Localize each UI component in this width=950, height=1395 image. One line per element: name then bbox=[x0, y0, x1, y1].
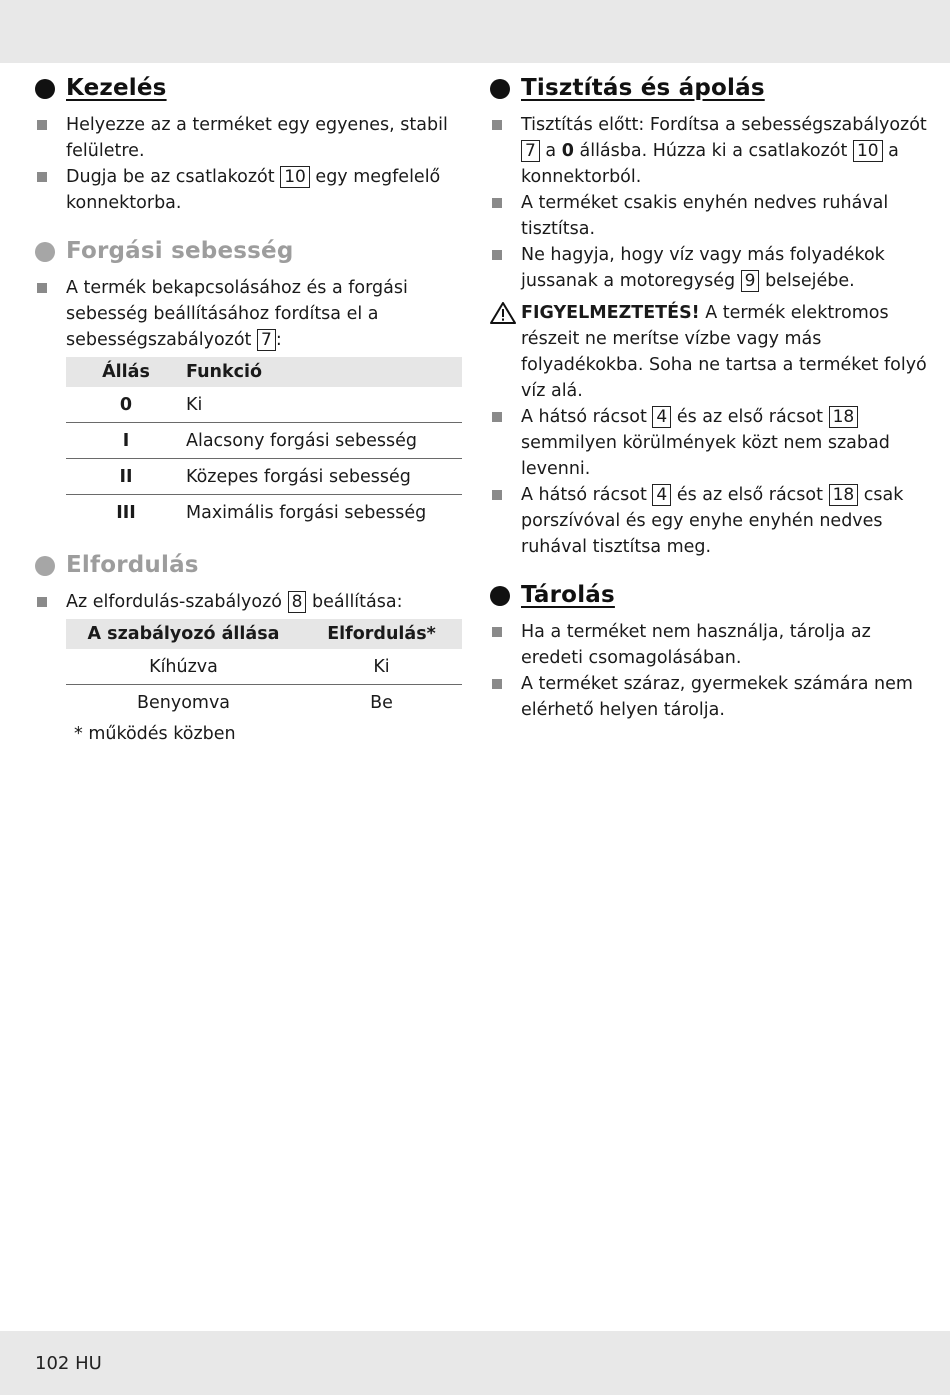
list-item bbox=[490, 190, 930, 242]
item-text: A terméket csakis enyhén nedves ruhával tisztítsa. bbox=[521, 193, 889, 239]
bullet-dot-icon bbox=[35, 242, 55, 262]
item-text: : bbox=[275, 330, 282, 350]
section-forgasi bbox=[35, 238, 465, 530]
item-text: Tisztítás előtt: Fordítsa a sebességszabályozót bbox=[521, 115, 927, 135]
table-header: Elfordulás* bbox=[301, 619, 462, 649]
part-reference: 4 bbox=[652, 484, 671, 506]
table-cell: I bbox=[66, 423, 186, 459]
item-text: beállítása: bbox=[311, 592, 403, 612]
item-text: állásba. Húzza ki a csatlakozót bbox=[579, 141, 848, 161]
part-reference: 9 bbox=[741, 270, 760, 292]
page-language: HU bbox=[75, 1353, 102, 1374]
table-header: Állás bbox=[66, 357, 186, 387]
item-text-bold: 0 bbox=[561, 141, 574, 161]
bullet-dot-icon bbox=[490, 586, 510, 606]
table-header: Funkció bbox=[186, 357, 462, 387]
list-item bbox=[490, 242, 930, 294]
top-band bbox=[0, 0, 950, 63]
square-bullet-icon bbox=[492, 627, 502, 637]
part-reference: 4 bbox=[652, 406, 671, 428]
item-text: A termék bekapcsolásához és a forgási sebesség beállításához fordítsa el a sebességszabályozót bbox=[66, 278, 408, 350]
table-row bbox=[66, 423, 462, 459]
warning-text: A termék elektromos részeit ne merítse vízbe vagy más folyadékokba. Soha ne tartsa a terméket folyó víz alá. bbox=[521, 303, 927, 401]
part-reference: 7 bbox=[521, 140, 540, 162]
footnote: * működés közben bbox=[74, 724, 236, 744]
bullet-dot-icon bbox=[35, 79, 55, 99]
square-bullet-icon bbox=[37, 172, 47, 182]
section-heading bbox=[35, 238, 465, 270]
part-reference: 18 bbox=[829, 406, 859, 428]
list-item bbox=[35, 164, 465, 216]
part-reference: 8 bbox=[288, 591, 307, 613]
section-heading bbox=[35, 552, 465, 584]
item-text: és az első rácsot bbox=[676, 407, 823, 427]
table-row bbox=[66, 387, 462, 423]
warning-block bbox=[490, 300, 930, 404]
table-row bbox=[66, 459, 462, 495]
bullet-dot-icon bbox=[35, 556, 55, 576]
warning-triangle-icon bbox=[490, 302, 516, 332]
table-cell: Közepes forgási sebesség bbox=[186, 459, 462, 495]
item-text: Ne hagyja, hogy víz vagy más folyadékok jussanak a motoregység bbox=[521, 245, 885, 291]
square-bullet-icon bbox=[492, 490, 502, 500]
section-elfordulas bbox=[35, 552, 465, 744]
square-bullet-icon bbox=[492, 412, 502, 422]
list-item bbox=[35, 275, 465, 353]
table-cell: Ki bbox=[301, 649, 462, 685]
item-text: a bbox=[545, 141, 557, 161]
table-cell: 0 bbox=[66, 387, 186, 423]
list-item bbox=[490, 671, 930, 723]
page-footer bbox=[35, 1353, 102, 1374]
table-row bbox=[66, 495, 462, 531]
table-cell: Alacsony forgási sebesség bbox=[186, 423, 462, 459]
item-text: belsejébe. bbox=[765, 271, 855, 291]
section-heading bbox=[35, 75, 465, 107]
item-text: és az első rácsot bbox=[676, 485, 823, 505]
square-bullet-icon bbox=[37, 283, 47, 293]
table-cell: Be bbox=[370, 692, 393, 713]
item-text: Az elfordulás-szabályozó bbox=[66, 592, 282, 612]
item-text: Helyezze az a terméket egy egyenes, stabil felületre. bbox=[66, 115, 448, 161]
section-heading bbox=[490, 582, 930, 614]
part-reference: 18 bbox=[829, 484, 859, 506]
part-reference: 7 bbox=[257, 329, 276, 351]
section-title: Forgási sebesség bbox=[66, 238, 294, 264]
square-bullet-icon bbox=[492, 198, 502, 208]
section-title: Tisztítás és ápolás bbox=[521, 75, 765, 101]
item-text: semmilyen körülmények közt nem szabad levenni. bbox=[521, 433, 890, 479]
list-item bbox=[490, 404, 930, 482]
bullet-dot-icon bbox=[490, 79, 510, 99]
square-bullet-icon bbox=[37, 120, 47, 130]
table-cell: Benyomva bbox=[136, 692, 231, 713]
section-title: Kezelés bbox=[66, 75, 167, 101]
item-text: a konnektorból. bbox=[521, 141, 899, 187]
right-column bbox=[490, 75, 930, 743]
warning-label: FIGYELMEZTETÉS! bbox=[521, 303, 700, 323]
item-text: A terméket száraz, gyermekek számára nem elérhető helyen tárolja. bbox=[521, 674, 913, 720]
table-row bbox=[66, 649, 462, 685]
item-text: csak porszívóval és egy enyhe enyhén nedves ruhával tisztítsa meg. bbox=[521, 485, 904, 557]
item-text: A hátsó rácsot bbox=[521, 485, 647, 505]
left-column bbox=[35, 75, 465, 764]
table-header-row bbox=[66, 357, 462, 387]
square-bullet-icon bbox=[37, 597, 47, 607]
item-text: Dugja be az csatlakozót bbox=[66, 167, 275, 187]
section-kezeles bbox=[35, 75, 465, 216]
table-header: A szabályozó állása bbox=[66, 619, 301, 649]
square-bullet-icon bbox=[492, 120, 502, 130]
table-cell: Maximális forgási sebesség bbox=[186, 502, 427, 523]
item-text: A hátsó rácsot bbox=[521, 407, 647, 427]
list-item bbox=[35, 589, 465, 615]
page-number: 102 bbox=[35, 1353, 70, 1374]
section-heading bbox=[490, 75, 930, 107]
oscillation-table bbox=[66, 619, 462, 720]
section-tisztitas bbox=[490, 75, 930, 560]
square-bullet-icon bbox=[492, 250, 502, 260]
table-cell: III bbox=[116, 502, 136, 523]
speed-table bbox=[66, 357, 462, 530]
table-cell: II bbox=[66, 459, 186, 495]
part-reference: 10 bbox=[853, 140, 883, 162]
list-item bbox=[35, 112, 465, 164]
bottom-band bbox=[0, 1331, 950, 1395]
section-title: Tárolás bbox=[521, 582, 615, 608]
section-tarolas bbox=[490, 582, 930, 723]
item-text: egy megfelelő konnektorba. bbox=[66, 167, 441, 213]
list-item bbox=[490, 112, 930, 190]
section-title: Elfordulás bbox=[66, 552, 199, 578]
table-cell: Kíhúzva bbox=[66, 649, 301, 685]
table-cell: Ki bbox=[186, 387, 462, 423]
part-reference: 10 bbox=[280, 166, 310, 188]
table-header-row bbox=[66, 619, 462, 649]
table-row bbox=[66, 685, 462, 721]
square-bullet-icon bbox=[492, 679, 502, 689]
item-text: Ha a terméket nem használja, tárolja az eredeti csomagolásában. bbox=[521, 622, 871, 668]
list-item bbox=[490, 482, 930, 560]
list-item bbox=[490, 619, 930, 671]
